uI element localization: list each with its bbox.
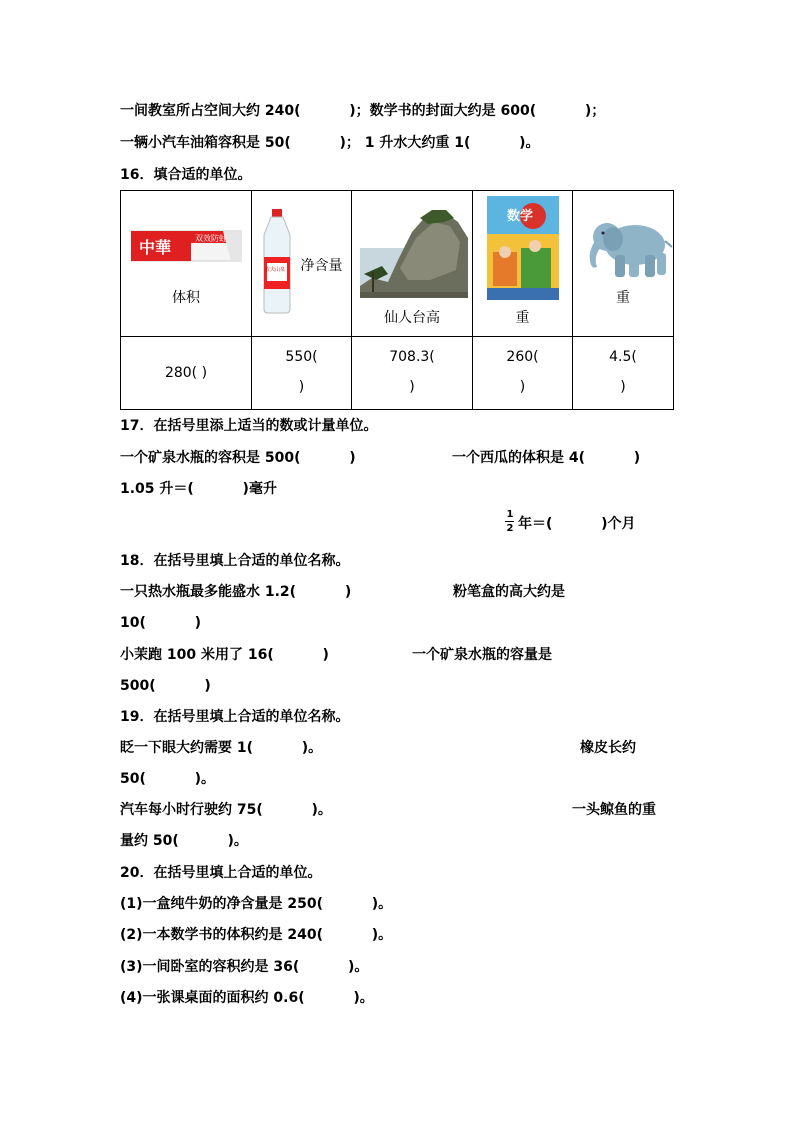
q18-title: 18．在括号里填上合适的单位名称。: [120, 553, 350, 569]
answer-2-close: ): [298, 379, 305, 395]
answer-5-text: 4.5(: [609, 349, 637, 365]
cell-label-weight-elephant: 重: [616, 290, 630, 306]
q18-line3-a: 小茉跑 100 米用了 16( ): [120, 647, 329, 663]
q18-line1-a: 一只热水瓶最多能盛水 1.2( ): [120, 584, 352, 600]
q18-line3-b: 一个矿泉水瓶的容量是: [412, 647, 552, 663]
fraction-denominator: 2: [506, 523, 514, 534]
q19-line2: 50( )。: [120, 771, 216, 787]
rock-cliff-image: [360, 208, 468, 298]
q19-line1-b: 橡皮长约: [580, 740, 636, 756]
answer-4-close: ): [519, 379, 526, 395]
cell-toothpaste: [121, 191, 252, 337]
answer-cell-3[interactable]: [352, 337, 473, 410]
q16-title: 16．填合适的单位。: [120, 167, 252, 183]
intro-line-2: 一辆小汽车油箱容积是 50( )； 1 升水大约重 1( )。: [120, 135, 540, 151]
q17-title: 17．在括号里添上适当的数或计量单位。: [120, 418, 378, 434]
answer-3-text: 708.3(: [389, 349, 435, 365]
cell-label-net: 净含量: [300, 258, 343, 274]
q19-line3-a: 汽车每小时行驶约 75( )。: [120, 802, 332, 818]
toothpaste-brand: 中華: [139, 238, 172, 257]
cell-label-height: 仙人台高: [384, 310, 440, 326]
q20-item-2: (2)一本数学书的体积约是 240( )。: [120, 927, 393, 943]
math-book-title: 数学: [507, 209, 534, 224]
cell-elephant: [573, 191, 674, 337]
cell-rock: [352, 191, 473, 337]
fraction-numerator: 1: [506, 509, 514, 520]
answer-cell-1[interactable]: [121, 337, 252, 410]
answer-cell-2[interactable]: [252, 337, 352, 410]
q20-item-1: (1)一盒纯牛奶的净含量是 250( )。: [120, 896, 393, 912]
cell-book: [473, 191, 573, 337]
q20-item-3: (3)一间卧室的容积约是 36( )。: [120, 959, 369, 975]
water-bottle-image: [260, 209, 294, 315]
fraction-bar: [505, 521, 514, 522]
q20-item-4: (4)一张课桌面的面积约 0.6( )。: [120, 990, 374, 1006]
q19-line4: 量约 50( )。: [120, 833, 248, 849]
answer-5-close: ): [620, 379, 626, 395]
unit-table: [120, 190, 674, 410]
answer-cell-4[interactable]: [473, 337, 573, 410]
q17-line2: 1.05 升＝( )毫升: [120, 481, 277, 497]
elephant-image: [583, 217, 673, 279]
cell-bottle: [252, 191, 352, 337]
q18-line2: 10( ): [120, 615, 202, 631]
q17-line1-b: 一个西瓜的体积是 4( ): [452, 450, 641, 466]
q19-line3-b: 一头鲸鱼的重: [572, 802, 656, 818]
answer-3-close: ): [409, 379, 415, 395]
toothpaste-badge: 双效防蛀: [195, 234, 227, 243]
cell-label-volume: 体积: [172, 290, 200, 306]
q20-title: 20．在括号里填上合适的单位。: [120, 865, 322, 881]
q18-line1-b: 粉笔盒的高大约是: [453, 584, 565, 600]
q19-title: 19．在括号里填上合适的单位名称。: [120, 709, 350, 725]
bottle-label-text: 农夫山泉: [265, 267, 286, 273]
cell-label-weight-book: 重: [515, 310, 530, 326]
answer-1-text: 280( ): [164, 365, 208, 381]
answer-2-text: 550(: [285, 349, 318, 365]
q17-line3: 年＝( )个月: [518, 516, 636, 532]
q19-line1-a: 眨一下眼大约需要 1( )。: [120, 740, 323, 756]
answer-4-text: 260(: [506, 349, 539, 365]
q18-line4: 500( ): [120, 678, 211, 694]
answer-cell-5[interactable]: [573, 337, 674, 410]
q17-line1-a: 一个矿泉水瓶的容积是 500( ): [120, 450, 356, 466]
intro-line-1: 一间教室所占空间大约 240( )；数学书的封面大约是 600( )；: [120, 103, 606, 119]
